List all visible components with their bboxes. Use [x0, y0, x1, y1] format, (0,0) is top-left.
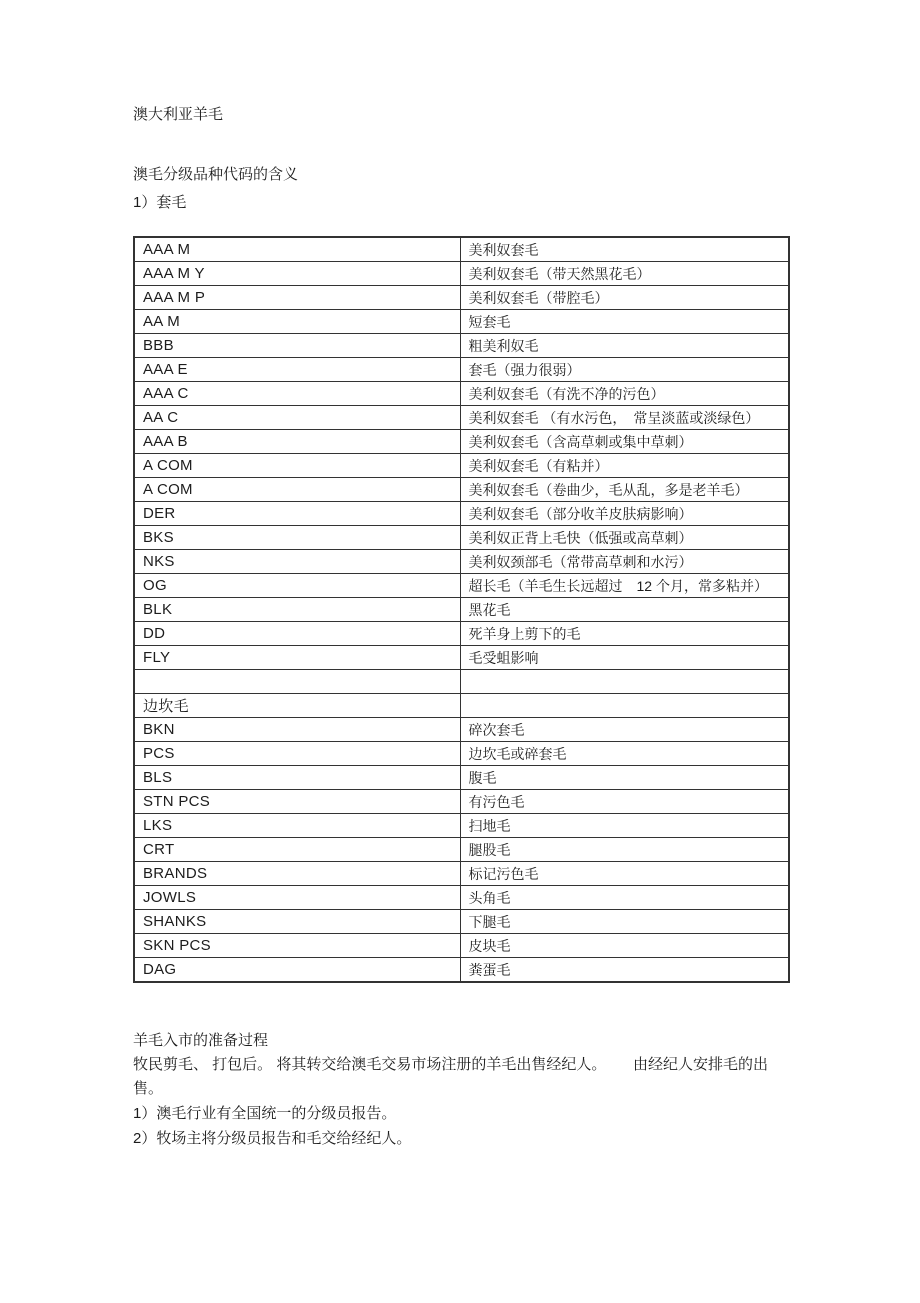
code-cell [134, 670, 460, 694]
footer-item-1: 1）澳毛行业有全国统一的分级员报告。 [133, 1105, 397, 1122]
document-title: 澳大利亚羊毛 [133, 106, 224, 123]
table-row [134, 622, 789, 646]
code-cell: DAG [134, 958, 460, 983]
desc-cell: 毛受蛆影响 [460, 646, 789, 670]
code-cell: AAA C [134, 382, 460, 406]
table-row [134, 382, 789, 406]
desc-cell: 美利奴套毛（带腔毛） [460, 286, 789, 310]
table-row [134, 814, 789, 838]
section-heading: 澳毛分级品种代码的含义 [133, 166, 299, 183]
desc-cell: 有污色毛 [460, 790, 789, 814]
desc-cell: 皮块毛 [460, 934, 789, 958]
code-cell: A COM [134, 454, 460, 478]
desc-cell: 标记污色毛 [460, 862, 789, 886]
code-cell: BKS [134, 526, 460, 550]
table-row [134, 526, 789, 550]
desc-cell: 美利奴套毛（有洗不净的污色） [460, 382, 789, 406]
table-row [134, 838, 789, 862]
desc-cell: 短套毛 [460, 310, 789, 334]
code-cell: AAA M [134, 237, 460, 262]
desc-cell: 腿股毛 [460, 838, 789, 862]
footer-section [133, 1029, 790, 1151]
code-cell: PCS [134, 742, 460, 766]
desc-cell: 下腿毛 [460, 910, 789, 934]
code-cell: OG [134, 574, 460, 598]
desc-cell: 死羊身上剪下的毛 [460, 622, 789, 646]
desc-cell: 美利奴套毛（带天然黑花毛） [460, 262, 789, 286]
table-row [134, 430, 789, 454]
code-cell: AA C [134, 406, 460, 430]
desc-cell: 粗美利奴毛 [460, 334, 789, 358]
table-row [134, 358, 789, 382]
table-row [134, 670, 789, 694]
desc-cell: 超长毛（羊毛生长远超过 12 个月，常多粘并） [460, 574, 789, 598]
code-cell: DER [134, 502, 460, 526]
desc-cell: 美利奴正背上毛快（低强或高草刺） [460, 526, 789, 550]
desc-cell [460, 694, 789, 718]
desc-cell: 美利奴套毛（部分收羊皮肤病影响） [460, 502, 789, 526]
table-row [134, 742, 789, 766]
desc-cell: 粪蛋毛 [460, 958, 789, 983]
table-row [134, 406, 789, 430]
table-row [134, 454, 789, 478]
code-cell: LKS [134, 814, 460, 838]
code-cell: STN PCS [134, 790, 460, 814]
desc-cell: 美利奴套毛（卷曲少，毛从乱，多是老羊毛） [460, 478, 789, 502]
code-cell: BLK [134, 598, 460, 622]
code-cell: CRT [134, 838, 460, 862]
code-cell: SKN PCS [134, 934, 460, 958]
table-row [134, 646, 789, 670]
code-cell: SHANKS [134, 910, 460, 934]
desc-cell: 边坎毛或碎套毛 [460, 742, 789, 766]
code-cell: NKS [134, 550, 460, 574]
desc-cell: 碎次套毛 [460, 718, 789, 742]
desc-cell: 美利奴套毛（有粘并） [460, 454, 789, 478]
desc-cell: 美利奴套毛 [460, 237, 789, 262]
code-cell: BLS [134, 766, 460, 790]
table-row [134, 694, 789, 718]
desc-cell: 套毛（强力很弱） [460, 358, 789, 382]
code-cell: AAA M P [134, 286, 460, 310]
table-row [134, 262, 789, 286]
code-cell: AAA M Y [134, 262, 460, 286]
table-row [134, 886, 789, 910]
code-cell: FLY [134, 646, 460, 670]
wool-code-table [133, 236, 790, 983]
code-cell: BRANDS [134, 862, 460, 886]
code-cell: 边坎毛 [134, 694, 460, 718]
table-row [134, 934, 789, 958]
table-row [134, 310, 789, 334]
table-row [134, 598, 789, 622]
wool-code-table-body [134, 237, 789, 982]
code-cell: AAA E [134, 358, 460, 382]
table-row [134, 478, 789, 502]
desc-cell [460, 670, 789, 694]
table-row [134, 910, 789, 934]
code-cell: A COM [134, 478, 460, 502]
code-cell: AA M [134, 310, 460, 334]
subsection-label: 1）套毛 [133, 194, 187, 211]
code-cell: AAA B [134, 430, 460, 454]
table-row [134, 790, 789, 814]
table-row [134, 574, 789, 598]
table-row [134, 502, 789, 526]
desc-cell: 美利奴套毛（含高草刺或集中草刺） [460, 430, 789, 454]
table-row [134, 766, 789, 790]
table-row [134, 718, 789, 742]
footer-heading: 羊毛入市的准备过程 [133, 1032, 269, 1049]
table-row [134, 286, 789, 310]
desc-cell: 头角毛 [460, 886, 789, 910]
desc-cell: 美利奴套毛 （有水污色， 常呈淡蓝或淡绿色） [460, 406, 789, 430]
desc-cell: 美利奴颈部毛（常带高草刺和水污） [460, 550, 789, 574]
code-cell: BKN [134, 718, 460, 742]
code-cell: JOWLS [134, 886, 460, 910]
table-row [134, 334, 789, 358]
code-cell: DD [134, 622, 460, 646]
desc-cell: 黑花毛 [460, 598, 789, 622]
table-row [134, 237, 789, 262]
code-cell: BBB [134, 334, 460, 358]
desc-cell: 腹毛 [460, 766, 789, 790]
table-row [134, 550, 789, 574]
table-row [134, 958, 789, 983]
footer-paragraph: 牧民剪毛、 打包后。 将其转交给澳毛交易市场注册的羊毛出售经纪人。 由经纪人安排毛的出售。 [133, 1056, 769, 1097]
table-row [134, 862, 789, 886]
footer-item-2: 2）牧场主将分级员报告和毛交给经纪人。 [133, 1130, 412, 1147]
desc-cell: 扫地毛 [460, 814, 789, 838]
